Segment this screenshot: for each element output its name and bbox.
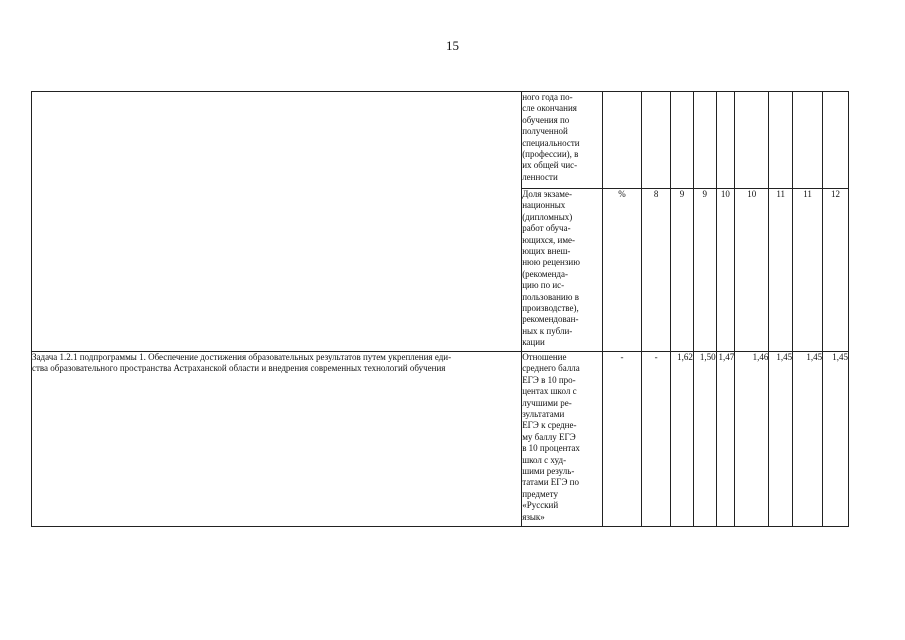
unit-cell: % [602,189,641,352]
table-row [32,92,849,189]
indicator-text: Отношение среднего балла ЕГЭ в 10 про- центах школ с лучшими ре- зультатами ЕГЭ к средне- му баллу ЕГЭ в 10 процентах школ с худ- шими резуль- татами ЕГЭ по предмету «Русский язык» [522,352,580,522]
value-cell: 1,46 [735,352,769,527]
value-cell: 8 [642,189,671,352]
table-row [32,352,849,527]
indicators-table [31,91,849,527]
unit-cell [602,92,641,189]
value-cell [769,92,793,189]
value-cell [671,92,694,189]
unit-cell: - [602,352,641,527]
value-cell: 1,45 [793,352,823,527]
value-cell: 12 [823,189,849,352]
value-cell: 9 [671,189,694,352]
page-number: 15 [446,38,459,53]
task-cell [32,352,522,527]
value-cell: 1,50 [693,352,716,527]
value-cell: 10 [735,189,769,352]
value-cell [642,92,671,189]
indicator-text: ного года по- сле окончания обучения по полученной специальности (профессии), в их общей чис- ленности [522,92,580,182]
value-cell [823,92,849,189]
value-cell [793,92,823,189]
indicator-cell [522,189,603,352]
value-cell: 11 [793,189,823,352]
value-cell: 1,47 [716,352,735,527]
indicator-cell [522,92,603,189]
value-cell [735,92,769,189]
task-cell-empty [32,92,522,352]
value-cell: 1,45 [823,352,849,527]
value-cell: 1,45 [769,352,793,527]
value-cell: 11 [769,189,793,352]
value-cell: 9 [693,189,716,352]
value-cell [716,92,735,189]
task-text: Задача 1.2.1 подпрограммы 1. Обеспечение достижения образовательных результатов путем укрепления еди- ства образовательного пространства Астраханской области и внедрения современных технологий обучения [32,352,452,374]
indicator-text: Доля экзаме- национных (дипломных) работ обуча- ющихся, име- ющих внеш- нюю рецензию (рекоменда- цию по ис- пользованию в производстве), рекомендован- ных к публи- кации [522,189,580,348]
value-cell: 10 [716,189,735,352]
value-cell: - [642,352,671,527]
value-cell [693,92,716,189]
indicator-cell [522,352,603,527]
value-cell: 1,62 [671,352,694,527]
